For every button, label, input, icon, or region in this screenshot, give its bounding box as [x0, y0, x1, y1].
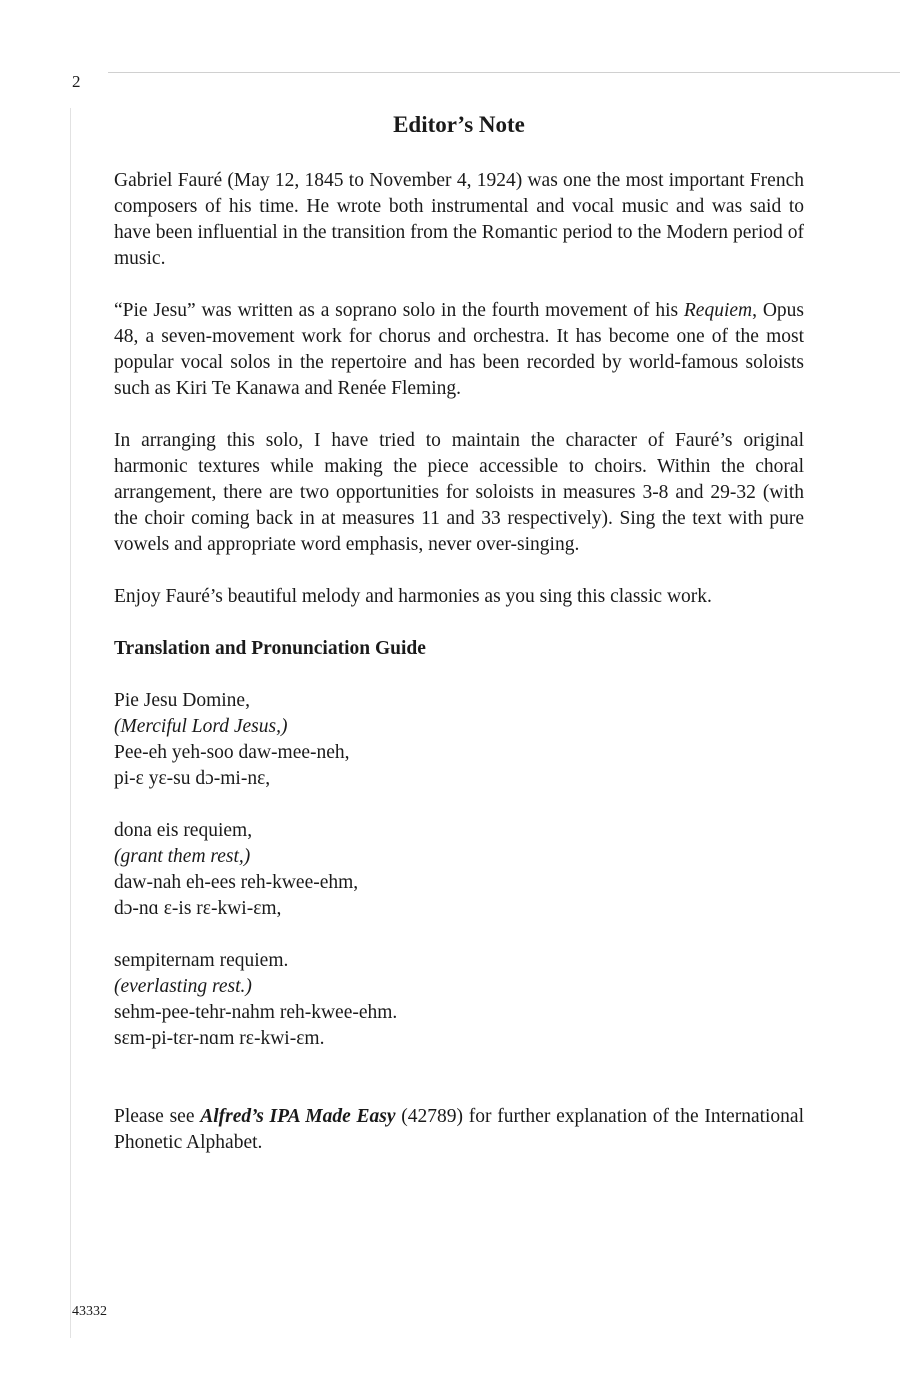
latin-line: sempiternam requiem.	[114, 950, 289, 971]
page-number: 2	[72, 72, 81, 91]
guide-stanza	[114, 818, 804, 922]
page-title: Editor’s Note	[393, 112, 525, 137]
guide-stanza	[114, 688, 804, 792]
left-margin-rule	[70, 108, 71, 1338]
paragraph-arrangement: In arranging this solo, I have tried to maintain the character of Fauré’s original harmonic textures while making the piece accessible to choirs. Within the choral arrangement, there are two opportunities for soloists in measures 3-8 and 29-32 (with the choir coming back in at measures 11 and 33 respectively). Sing the text with pure vowels and appropriate word emphasis, never over-singing.	[114, 430, 804, 555]
phonetic-line: Pee-eh yeh-soo daw-mee-neh,	[114, 742, 350, 763]
phonetic-line: daw-nah eh-ees reh-kwee-ehm,	[114, 872, 359, 893]
ipa-line: dɔ-nɑ ɛ-is rɛ-kwi-ɛm,	[114, 898, 282, 919]
paragraph-pie-jesu-rest: , Opus 48, a seven-movement work for chorus and orchestra. It has become one of the most popular vocal solos in the repertoire and has been recorded by world-famous soloists such as Kiri Te Kanawa and Renée Fleming.	[114, 300, 804, 399]
paragraph-enjoy: Enjoy Fauré’s beautiful melody and harmonies as you sing this classic work.	[114, 586, 712, 607]
ipa-line: sɛm-pi-tɛr-nɑm rɛ-kwi-ɛm.	[114, 1028, 325, 1049]
latin-line: Pie Jesu Domine,	[114, 690, 250, 711]
phonetic-line: sehm-pee-tehr-nahm reh-kwee-ehm.	[114, 1002, 398, 1023]
ipa-note-intro: Please see	[114, 1106, 201, 1127]
ipa-note-rest: (42789) for further explanation of the International Phonetic Alphabet.	[114, 1106, 805, 1153]
top-rule	[108, 72, 900, 73]
paragraph-pie-jesu-intro: “Pie Jesu” was written as a soprano solo in the fourth movement of his	[114, 300, 684, 321]
paragraph-biography: Gabriel Fauré (May 12, 1845 to November 4, 1924) was one the most important French composers of his time. He wrote both instrumental and vocal music and was said to have been influential in the transition from the Romantic period to the Modern period of music.	[114, 170, 804, 269]
catalog-number: 43332	[72, 1304, 107, 1319]
page-content	[114, 112, 804, 1176]
ipa-book-title: Alfred’s IPA Made Easy	[200, 1106, 396, 1127]
requiem-title: Requiem	[683, 300, 753, 321]
ipa-line: pi-ɛ yɛ-su dɔ-mi-nɛ,	[114, 768, 271, 789]
translation-line: (everlasting rest.)	[114, 976, 252, 997]
guide-stanza	[114, 948, 804, 1052]
paragraph-pie-jesu	[114, 298, 804, 402]
latin-line: dona eis requiem,	[114, 820, 253, 841]
translation-line: (Merciful Lord Jesus,)	[114, 716, 288, 737]
guide-heading: Translation and Pronunciation Guide	[114, 638, 426, 659]
translation-line: (grant them rest,)	[114, 846, 251, 867]
ipa-reference-note	[114, 1104, 804, 1156]
